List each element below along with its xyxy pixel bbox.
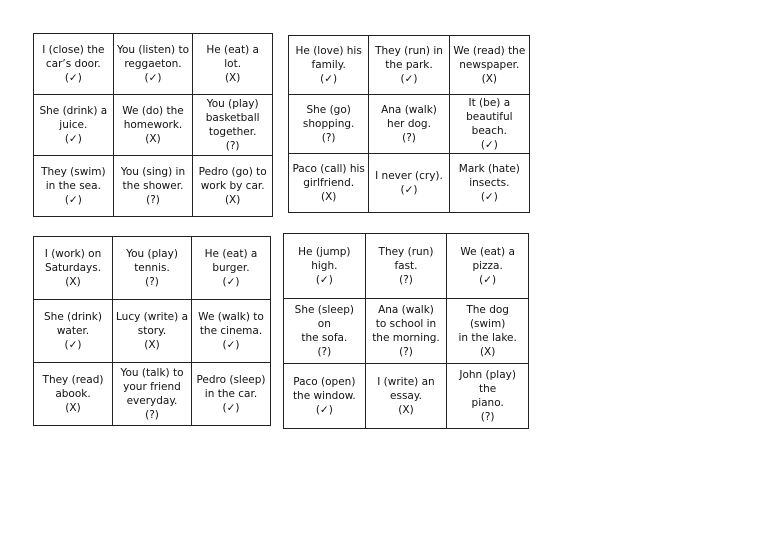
card-line: (X) [65,402,81,414]
card-line: (✓) [222,402,240,414]
card-line: family. [311,59,346,71]
sentence-card [34,237,113,300]
sentence-card [449,95,529,154]
card-line: water. [56,325,90,337]
sentence-card [113,95,193,156]
sentence-card [449,36,529,95]
card-line: (✓) [320,73,338,85]
card-line: It (be) a [468,97,511,109]
sentence-card [289,36,369,95]
card-line: fast. [394,260,418,272]
card-line: Ana (walk) [381,104,437,116]
sentence-card [193,156,273,217]
card-line: (✓) [64,194,82,206]
card-line: burger. [212,262,250,274]
card-line: homework. [123,119,183,131]
card-line: She (drink) a [39,105,108,117]
sentence-card [369,154,449,213]
card-line: I (close) the [42,44,105,56]
card-line: (✓) [222,276,240,288]
card-line: You (play) [126,248,178,260]
card-line: newspaper. [459,59,520,71]
card-line: Lucy (write) a [116,311,189,323]
card-line: (X) [145,133,161,145]
sentence-card [34,363,113,426]
card-line: She (go) [306,104,351,116]
card-line: essay. [390,390,422,402]
card-line: everyday. [126,395,178,407]
card-line: work by car. [200,180,265,192]
card-line: Pedro (go) to [198,166,267,178]
card-line: together. [208,126,257,138]
card-line: (✓) [479,274,497,286]
sentence-card [369,36,449,95]
card-line: (X) [144,339,160,351]
card-line: high. [311,260,338,272]
card-line: (✓) [400,184,418,196]
card-row [289,95,530,154]
card-row [289,154,530,213]
card-line: He (jump) [298,246,351,258]
sentence-card [34,95,114,156]
card-line: John (play) the [459,369,516,395]
card-line: They (run) [378,246,434,258]
card-line: in the sea. [45,180,101,192]
sentence-card [447,234,529,299]
card-line: car’s door. [45,58,101,70]
card-line: (✓) [64,133,82,145]
card-grid-2 [288,35,530,213]
card-line: story. [137,325,167,337]
card-row [34,363,271,426]
sentence-card [113,363,192,426]
sentence-card [289,95,369,154]
card-line: (X) [320,191,337,203]
card-line: (✓) [480,139,498,151]
card-row [284,234,529,299]
card-line: (?) [399,274,413,286]
sentence-card [192,363,271,426]
card-line: You (sing) in [120,166,186,178]
card-line: (?) [402,132,416,144]
sentence-card [193,34,273,95]
card-line: the cinema. [199,325,263,337]
card-line: the window. [292,390,356,402]
card-line: the shower. [122,180,184,192]
card-line: (X) [65,276,81,288]
sentence-card [449,154,529,213]
sentence-card [365,364,447,429]
sentence-card [289,154,369,213]
card-line: (X) [398,404,414,416]
card-line: (?) [399,346,413,358]
card-line: We (read) the [453,45,526,57]
card-line: the morning. [372,332,440,344]
card-line: Paco (call) his [292,163,365,175]
card-line: beach. [471,125,507,137]
card-line: (?) [225,140,240,152]
card-line: (?) [145,409,159,421]
card-line: They (swim) [41,166,106,178]
card-line: The dog (swim) [466,304,509,330]
sentence-card [113,300,192,363]
card-line: (X) [224,72,241,84]
card-line: piano. [471,397,504,409]
card-row [34,237,271,300]
card-line: We (do) the [122,105,184,117]
card-line: pizza. [472,260,503,272]
sentence-card [369,95,449,154]
sentence-card [113,237,192,300]
sentence-card [34,300,113,363]
card-grid-4 [283,233,529,429]
card-line: the park. [385,59,433,71]
card-line: (✓) [144,72,162,84]
card-line: (X) [481,73,498,85]
card-line: (✓) [64,72,82,84]
card-row [34,156,273,217]
card-line: Mark (hate) [458,163,520,175]
sentence-card [113,156,193,217]
sentence-card [34,34,114,95]
card-line: We (walk) to [198,311,264,323]
sentence-card [365,234,447,299]
card-line: I (write) an [377,376,435,388]
sentence-card [365,299,447,364]
card-line: (?) [480,411,495,423]
card-line: tennis. [134,262,170,274]
card-line: (✓) [315,404,333,416]
card-line: (?) [317,346,332,358]
card-row [34,95,273,156]
card-line: She (sleep) on [294,304,354,330]
card-line: He (love) his [295,45,362,57]
card-line: (✓) [222,339,240,351]
card-line: He (eat) a [204,248,258,260]
card-line: juice. [59,119,88,131]
sentence-card [284,299,366,364]
card-line: Saturdays. [44,262,102,274]
card-line: reggaeton. [124,58,182,70]
card-line: She (drink) [44,311,102,323]
card-line: in the lake. [458,332,517,344]
card-line: your friend [123,381,181,393]
sentence-card [284,364,366,429]
card-line: You (talk) to [120,367,184,379]
card-line: They (read) [42,374,104,386]
card-line: shopping. [302,118,355,130]
sentence-card [284,234,366,299]
card-line: abook. [55,388,91,400]
card-line: We (eat) a [460,246,515,258]
sentence-card [447,299,529,364]
card-row [289,36,530,95]
card-line: You (listen) to [116,44,189,56]
card-line: (✓) [64,339,82,351]
card-line: He (eat) a lot. [206,44,259,70]
sentence-card [192,300,271,363]
card-line: insects. [469,177,510,189]
card-line: They (run) in [375,45,443,57]
card-line: girlfriend. [303,177,355,189]
sentence-card [113,34,193,95]
card-line: basketball [205,112,260,124]
card-line: (?) [146,194,160,206]
card-line: Paco (open) [293,376,356,388]
card-line: You (play) [206,98,259,110]
card-line: (✓) [400,73,418,85]
card-line: (X) [224,194,241,206]
card-line: (X) [479,346,496,358]
card-line: (✓) [480,191,498,203]
card-grid-3 [33,236,271,426]
card-line: to school in [375,318,437,330]
card-row [34,34,273,95]
card-line: in the car. [204,388,258,400]
card-line: (?) [145,276,159,288]
card-grid-1 [33,33,273,217]
card-row [284,299,529,364]
card-line: (✓) [315,274,333,286]
card-row [34,300,271,363]
sentence-card [34,156,114,217]
card-line: the sofa. [301,332,348,344]
sentence-card [193,95,273,156]
card-line: beautiful [466,111,513,123]
card-line: I never (cry). [375,170,443,182]
card-line: her dog. [387,118,431,130]
card-line: (?) [321,132,336,144]
sentence-card [447,364,529,429]
card-line: I (work) on [44,248,102,260]
sentence-card [192,237,271,300]
card-row [284,364,529,429]
card-line: Ana (walk) [378,304,434,316]
card-line: Pedro (sleep) [196,374,266,386]
